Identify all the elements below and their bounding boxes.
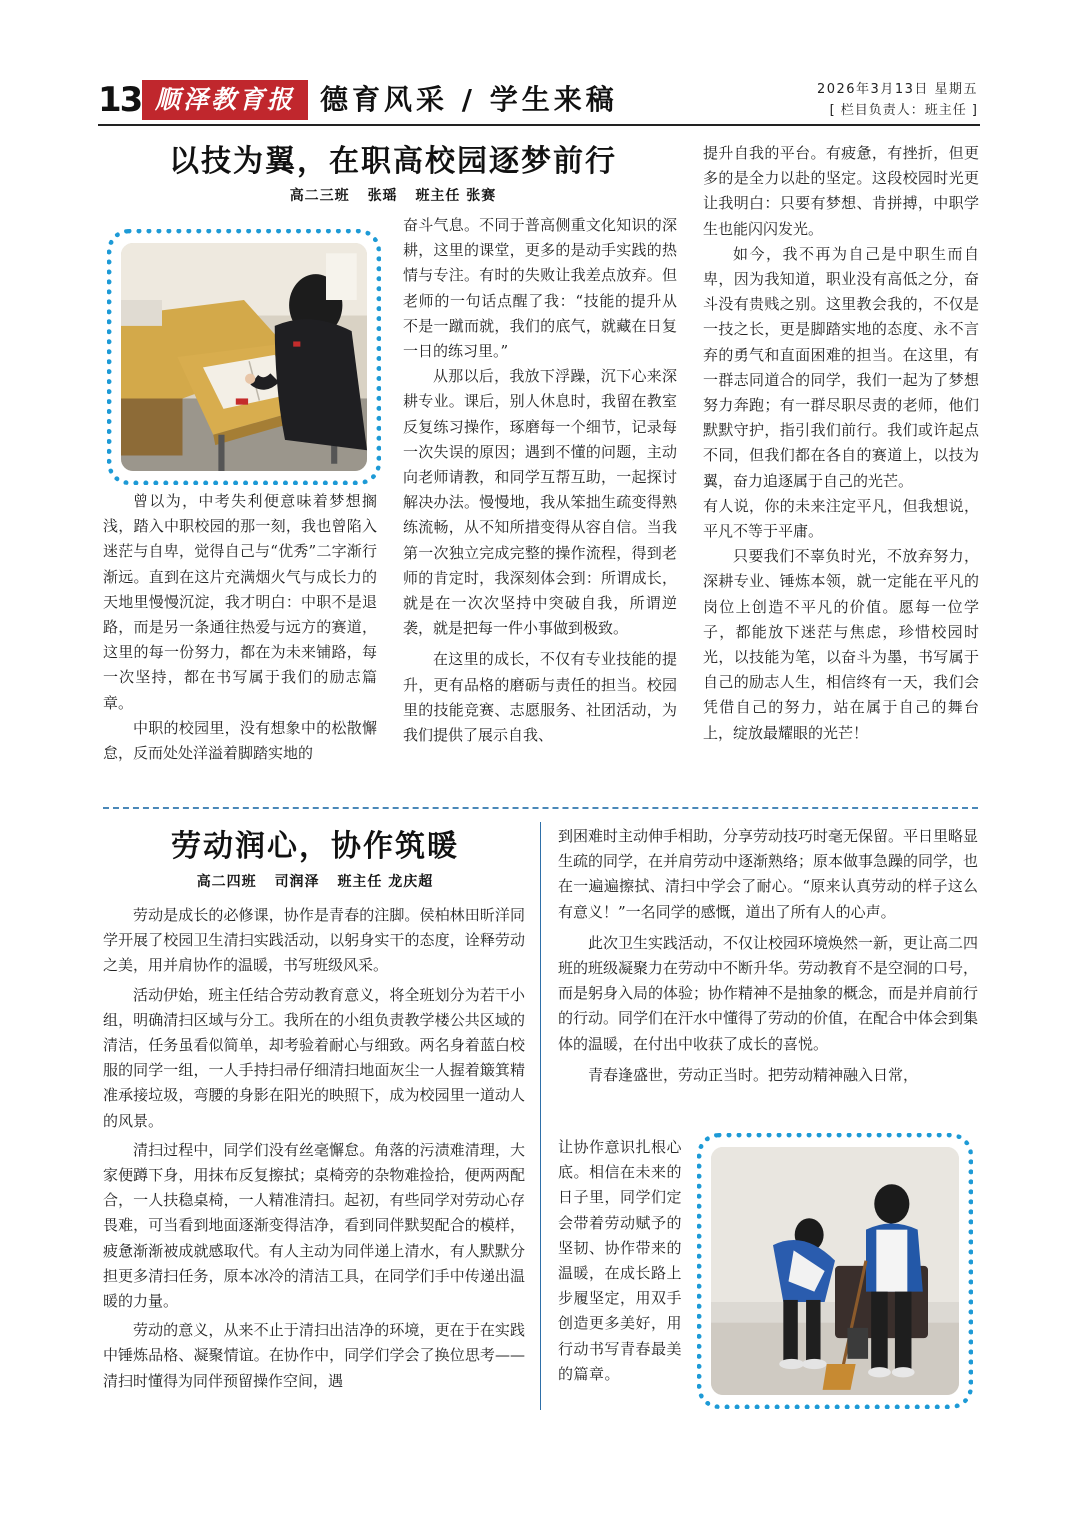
column-editor: [ 栏目负责人：班主任 ] <box>829 103 978 118</box>
paragraph: 活动伊始，班主任结合劳动教育意义，将全班划分为若干小组，明确清扫区域与分工。我所在的小组负责教学楼公共区域的清洁，任务虽看似简单，却考验着耐心与细致。两名身着蓝白校服的同学一组，一人手持扫帚仔细清扫地面灰尘一人握着簸箕精准承接垃圾，弯腰的身影在阳光的映照下，成为校园里一道动人的风景。 <box>103 985 525 1130</box>
paragraph: 从那以后，我放下浮躁，沉下心来深耕专业。课后，别人休息时，我留在教室反复练习操作，琢磨每一个细节，记录每一次失误的原因；遇到不懂的问题，主动向老师请教，和同学互帮互助，一起探讨解决办法。慢慢地，我从笨拙生疏变得熟练流畅，从不知所措变得从容自信。当我第一次独立完成完整的操作流程，得到老师的肯定时，我深刻体会到：所谓成长，就是在一次次坚持中突破自我，所谓逆袭，就是把每一件小事做到极致。 <box>403 367 677 638</box>
paragraph: 到困难时主动伸手相助，分享劳动技巧时毫无保留。平日里略显生疏的同学，在并肩劳动中逐渐熟络；原本做事急躁的同学，也在一遍遍擦拭、清扫中学会了耐心。“原来认真劳动的样子这么有意义！”一名同学的感慨，道出了所有人的心声。 <box>558 827 979 921</box>
article2-byline <box>103 872 527 892</box>
students-sweeping-photo <box>711 1147 959 1395</box>
paragraph: 劳动是成长的必修课，协作是青春的注脚。侯柏林田昕洋同学开展了校园卫生清扫实践活动，以躬身实干的态度，诠释劳动之美，用并肩协作的温暖，书写班级风采。 <box>103 906 525 975</box>
article1-author: 张瑶 <box>367 188 398 204</box>
article2-photo-frame <box>697 1133 973 1409</box>
article2-teacher: 班主任 龙庆超 <box>337 874 434 890</box>
student-studying-photo <box>121 243 367 471</box>
paragraph: 只要我们不辜负时光，不放弃努力，深耕专业、锤炼本领，就一定能在平凡的岗位上创造不平凡的价值。愿每一位学子，都能放下迷茫与焦虑，珍惜校园时光，以技能为笔，以奋斗为墨，书写属于自己的励志人生，相信终有一天，我们会凭借自己的努力，站在属于自己的舞台上，绽放最耀眼的光芒！ <box>703 547 979 742</box>
article2-class: 高二四班 <box>196 874 257 890</box>
paragraph: 提升自我的平台。有疲惫，有挫折，但更多的是全力以赴的坚定。这段校园时光更让我明白：只要有梦想、肯拼搏，中职学生也能闪闪发光。 <box>703 144 979 238</box>
article1-column-2 <box>403 213 677 748</box>
page-number: 13 <box>98 80 142 120</box>
paragraph: 在这里的成长，不仅有专业技能的提升，更有品格的磨砺与责任的担当。校园里的技能竞赛、志愿服务、社团活动，为我们提供了展示自我、 <box>403 650 677 745</box>
article2-author: 司润泽 <box>274 874 320 890</box>
paragraph: 中职的校园里，没有想象中的松散懈怠，反而处处洋溢着脚踏实地的 <box>103 718 377 763</box>
article2-title: 劳动润心，协作筑暖 <box>171 829 459 864</box>
article2-column-2 <box>558 824 978 1088</box>
paragraph: 奋斗气息。不同于普高侧重文化知识的深耕，这里的课堂，更多的是动手实践的热情与专注。有时的失败让我差点放弃。但老师的一句话点醒了我：“技能的提升从不是一蹴而就，我们的底气，就藏在日复一日的练习里。” <box>403 216 677 361</box>
article2-column-3 <box>558 1135 682 1387</box>
paragraph: 清扫过程中，同学们没有丝毫懈怠。角落的污渍难清理，大家便蹲下身，用抹布反复擦拭；桌椅旁的杂物难捡拾，便两两配合，一人扶稳桌椅，一人精准清扫。起初，有些同学对劳动心存畏难，可当看到地面逐渐变得洁净，看到同伴默契配合的模样，疲惫渐渐被成就感取代。有人主动为同伴递上清水，有人默默分担更多清扫任务，原本冰冷的清洁工具，在同学们手中传递出温暖的力量。 <box>103 1140 525 1311</box>
paragraph: 有人说，你的未来注定平凡，但我想说，平凡不等于平庸。 <box>703 496 979 541</box>
section-separator <box>103 807 978 809</box>
paragraph: 曾以为，中考失利便意味着梦想搁浅，踏入中职校园的那一刻，我也曾陷入迷茫与自卑，觉得自己与“优秀”二字渐行渐远。直到在这片充满烟火气与成长力的天地里慢慢沉淀，我才明白：中职不是退路，而是另一条通往热爱与远方的赛道，这里的每一份努力，都在为未来铺路，每一次坚持，都在书写属于我们的励志篇章。 <box>103 492 377 712</box>
column-divider <box>540 822 541 1410</box>
article1-photo-frame <box>107 229 381 485</box>
newspaper-logo: 顺泽教育报 <box>142 80 308 120</box>
article1-column-1 <box>103 489 377 766</box>
article1-column-3 <box>703 141 979 746</box>
issue-date: 2026年3月13日 星期五 <box>816 82 978 97</box>
paragraph: 如今，我不再为自己是中职生而自卑，因为我知道，职业没有高低之分，奋斗没有贵贱之别。这里教会我的，不仅是一技之长，更是脚踏实地的态度、永不言弃的勇气和直面困难的担当。在这里，有一群志同道合的同学，我们一起为了梦想努力奔跑；有一群尽职尽责的老师，他们默默守护，指引我们前行。我们或许起点不同，但我们都在各自的赛道上，以技为翼，奋力追逐属于自己的光芒。 <box>703 244 979 490</box>
section-title: 德育风采 / 学生来稿 <box>320 83 618 116</box>
paragraph: 让协作意识扎根心底。相信在未来的日子里，同学们定会带着劳动赋予的坚韧、协作带来的温暖，在成长路上步履坚定，用双手创造更多美好，用行动书写青春最美的篇章。 <box>558 1138 683 1383</box>
header-rule <box>98 124 980 126</box>
article1-teacher: 班主任 张赛 <box>415 188 497 204</box>
article1-title: 以技为翼，在职高校园逐梦前行 <box>169 144 617 179</box>
article1-class: 高二三班 <box>289 188 350 204</box>
article1-byline <box>103 186 683 206</box>
article2-column-1 <box>103 903 525 1394</box>
paragraph: 青春逢盛世，劳动正当时。把劳动精神融入日常， <box>588 1065 919 1084</box>
paragraph: 此次卫生实践活动，不仅让校园环境焕然一新，更让高二四班的班级凝聚力在劳动中不断升华。劳动教育不是空洞的口号，而是躬身入局的体验；协作精神不是抽象的概念，而是并肩前行的行动。同学们在汗水中懂得了劳动的价值，在配合中体会到集体的温暖，在付出中收获了成长的喜悦。 <box>558 933 979 1053</box>
paragraph: 劳动的意义，从来不止于清扫出洁净的环境，更在于在实践中锤炼品格、凝聚情谊。在协作中，同学们学会了换位思考——清扫时懂得为同伴预留操作空间，遇 <box>103 1321 525 1390</box>
